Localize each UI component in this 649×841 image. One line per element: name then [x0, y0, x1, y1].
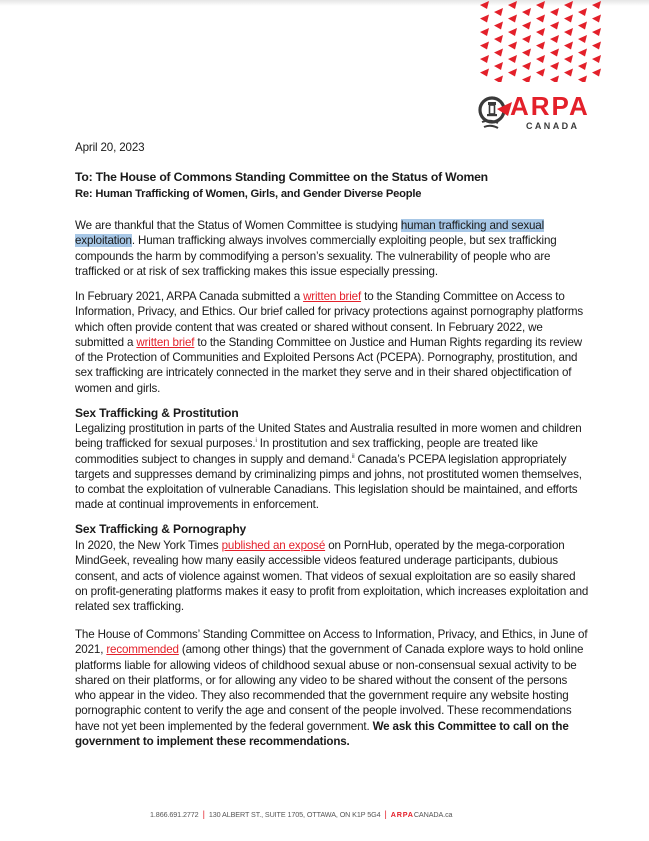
highlighted-text[interactable]: human trafficking and sexual exploitation — [75, 219, 545, 248]
briefs-paragraph — [75, 289, 590, 396]
pornography-paragraph — [75, 538, 590, 614]
text-span: (among other things) that the government of Canada explore ways to hold online platforms liable for allowing videos of childhood sexual abuse or non-consensual sexual activity to be shared on their platforms, or for allowing any video to be shared without the consent of the persons who appear in the video. They also recommended that the government require any website hosting pornographic content to verify the age and consent of the people involved. These recommendations have not yet been implemented by the federal government. — [75, 643, 584, 733]
text-span: The House of Commons’ Standing Committee on Access to Information, Privacy, and Ethics, in June of 2021, — [75, 628, 588, 657]
recommendations-paragraph — [75, 627, 590, 749]
text-span: In prostitution and sex trafficking, people are treated like commodities subject to changes in supply and demand. — [75, 437, 538, 466]
logo-brand-text: ARPA — [510, 91, 590, 121]
call-to-action-text: We ask this Committee to call on the government to implement these recommendations. — [75, 719, 569, 749]
text-span: In 2020, the New York Times — [75, 539, 222, 552]
written-brief-link-2021[interactable]: written brief — [303, 290, 362, 303]
footer-site-rest: CANADA.ca — [413, 810, 453, 819]
letter-subject: Re: Human Trafficking of Women, Girls, and Gender Diverse People — [75, 188, 422, 200]
section-heading-prostitution: Sex Trafficking & Prostitution — [75, 406, 239, 420]
footer-address: 130 ALBERT ST., SUITE 1705, OTTAWA, ON K1P 5G4 — [208, 810, 381, 819]
letter-recipient: To: The House of Commons Standing Committee on the Status of Women — [75, 170, 488, 184]
footer-phone: 1.866.691.2772 — [150, 810, 199, 819]
footer-site-brand: ARPA — [390, 810, 414, 819]
arrow-pattern-decoration — [476, 0, 601, 82]
intro-paragraph — [75, 218, 590, 279]
recommended-link[interactable]: recommended — [106, 643, 179, 657]
endnote-ref-i[interactable]: i — [255, 438, 257, 445]
section-heading-pornography: Sex Trafficking & Pornography — [75, 522, 247, 536]
text-span: on PornHub, operated by the mega-corporation MindGeek, revealing how many easily accessible videos featured underage participants, dubious consent, and acts of violence against women. That videos of sexual exploitation are so easily shared on profit-generating platforms makes it easy to profit from exploitation, which increases exploitation and related sex trafficking. — [75, 539, 589, 614]
written-brief-link-2022[interactable]: written brief — [136, 335, 195, 349]
page-footer — [150, 809, 505, 819]
text-span: to the Standing Committee on Justice and Human Rights regarding its review of the Protection of Communities and Exploited Persons Act (PCEPA). Pornography, prostitution, and sex trafficking are intricately connected in the market they serve and in their shared objectification of women and girls. — [75, 335, 582, 395]
text-span: . Human trafficking always involves commercially exploiting people, but sex trafficking compounds the harm by commodifying a person’s sexuality. The vulnerability of people who are trafficked or at risk of sex trafficking makes this issue especially pressing. — [75, 234, 557, 278]
letter-date: April 20, 2023 — [75, 141, 145, 154]
text-span: to the Standing Committee on Access to Information, Privacy, and Ethics. Our brief called for privacy protections against pornography platforms which often provide content that was created or shared without consent. In February 2022, we submitted a — [75, 290, 584, 349]
published-expose-link[interactable]: published an exposé — [221, 539, 326, 552]
logo-sub-text: CANADA — [526, 121, 580, 131]
footer-separator: | — [202, 809, 205, 819]
text-span: In February 2021, ARPA Canada submitted a — [75, 290, 304, 303]
text-span: Legalizing prostitution in parts of the United States and Australia resulted in more women and children being trafficked for sexual purposes. — [75, 422, 582, 451]
text-span: Canada’s PCEPA legislation appropriately targets and suppresses demand by criminalizing pimps and johns, not prostituted women themselves, to combat the exploitation of vulnerable Canadians. This legislation should be maintained, and efforts made at continual improvements in enforcement. — [75, 452, 582, 512]
footer-separator: | — [384, 809, 387, 819]
text-span: We are thankful that the Status of Women Committee is studying — [75, 219, 401, 232]
endnote-ref-ii[interactable]: ii — [352, 453, 355, 460]
prostitution-paragraph — [75, 421, 590, 513]
